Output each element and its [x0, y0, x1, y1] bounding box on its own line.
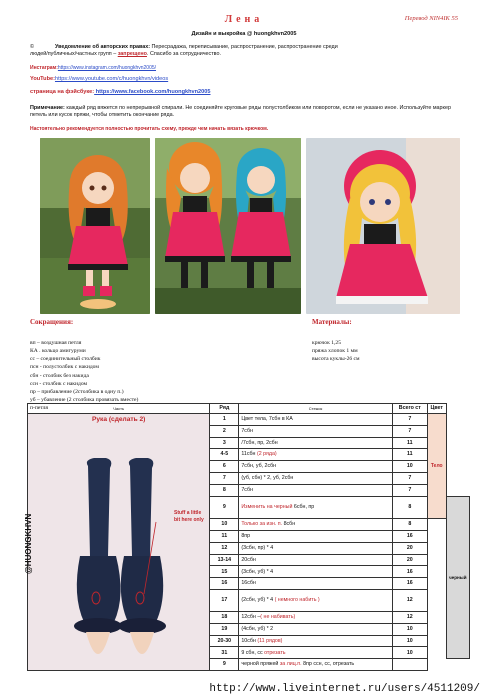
- color-black-label: черный: [449, 574, 467, 580]
- instagram-link[interactable]: https://www.instagram.com/huongkhvn2005/: [57, 65, 157, 71]
- stitch-red-note: (11 рядов): [257, 637, 283, 644]
- stitch-red-note: (2 ряда): [256, 451, 277, 458]
- stitch-text: 12сбн –: [241, 614, 261, 621]
- stitch-text: (2сбн, уб) * 4: [241, 597, 275, 604]
- row-total: 10: [392, 623, 427, 635]
- abbr-item: КА . кольцо амигуруми: [30, 348, 86, 355]
- stitch-text: 8сбн: [282, 521, 296, 528]
- stitch-text: 11сбн: [241, 451, 256, 458]
- row-number: 7: [210, 472, 239, 484]
- row-stitches: 7сбн: [239, 484, 392, 496]
- stitch-red-note: Изменить на черный: [241, 504, 293, 511]
- material-item: высота куклы-26 см: [312, 356, 360, 363]
- row-stitches: [239, 590, 392, 612]
- note-text: каждый ряд вяжется по непрерывной спирали. Не соединяйте круговые ряды полустолбиком или поворотом, если не указано иное. Используйте маркер петель или кусок пряжи, чтобы отметить окончание ряда.: [30, 105, 451, 118]
- stitch-text: 10сбн: [241, 637, 258, 644]
- arm-pattern-table: [24, 403, 470, 671]
- doll-photo-1: [40, 138, 150, 314]
- translator-credit: Перевод NIN4IK 55: [404, 15, 458, 22]
- design-credit: Дизайн и выкройка @ huongkhvn2005: [191, 31, 297, 37]
- row-stitches: [239, 496, 392, 519]
- row-number: 18: [210, 612, 239, 624]
- row-number: 31: [210, 647, 239, 659]
- youtube-link[interactable]: https://www.youtube.com/c/huongkhvn/videos: [54, 76, 169, 82]
- row-stitches: 7сбн: [239, 425, 392, 437]
- facebook-row: [30, 89, 211, 96]
- doll-photo-2-image: [155, 138, 301, 314]
- row-stitches: [239, 659, 392, 671]
- stitch-text: 8пр ссн, сс, отрезать: [301, 661, 355, 668]
- row-number: 19: [210, 623, 239, 635]
- row-stitches: 7сбн, уб, 2сбн: [239, 461, 392, 473]
- row-number: 20-30: [210, 635, 239, 647]
- row-stitches: [239, 647, 392, 659]
- material-item: пряжа хлопок 1 мм: [312, 348, 358, 355]
- abbr-item: вп – воздушная петля: [30, 340, 82, 347]
- stitch-text: 9 сбн, сс: [241, 649, 263, 656]
- copyright-text-3: . Спасибо за сотрудничество.: [146, 50, 221, 57]
- row-number: 3: [210, 437, 239, 449]
- row-total: 12: [392, 612, 427, 624]
- arm-photo-watermark: @HUONGKHVN: [24, 513, 33, 574]
- row-total: 10: [392, 461, 427, 473]
- row-total: 11: [392, 449, 427, 461]
- row-stitches: [239, 612, 392, 624]
- copyright-text-2: людей/публичных/частных групп –: [30, 50, 117, 57]
- row-total: 7: [392, 414, 427, 426]
- row-stitches: (4сбн, уб) * 2: [239, 623, 392, 635]
- stitch-text: черной пряжей: [241, 661, 280, 668]
- source-watermark: http://www.liveinternet.ru/users/4511209/: [209, 683, 480, 696]
- header-part: Часть: [28, 404, 210, 414]
- facebook-label: страница на фэйсбуке:: [30, 89, 95, 95]
- page-title: Лена: [224, 14, 264, 25]
- abbr-item: ссн - столбик с накидом: [30, 380, 88, 387]
- row-total: 20: [392, 542, 427, 554]
- abbr-item: сс – соединительный столбик: [30, 356, 101, 363]
- color-body-label: Тело: [430, 462, 443, 469]
- row-total: 16: [392, 578, 427, 590]
- doll-photo-1-image: [40, 138, 150, 314]
- row-number: 17: [210, 590, 239, 612]
- facebook-link[interactable]: https://www.facebook.com/huongkhvn2005: [94, 89, 211, 95]
- arm-photo-image: [28, 426, 204, 676]
- row-number: 15: [210, 566, 239, 578]
- row-number: 6: [210, 461, 239, 473]
- row-number: 4-5: [210, 449, 239, 461]
- arm-photo-cell: [24, 414, 210, 671]
- abbr-item: уб – убавление (2 столбика провязать вместе): [30, 396, 139, 403]
- row-stitches: [239, 635, 392, 647]
- header-stitch: Стежок: [239, 404, 392, 414]
- row-total: 7: [392, 484, 427, 496]
- copyright-notice: [30, 44, 460, 58]
- row-stitches: 20сбн: [239, 554, 392, 566]
- color-body-cell: [427, 414, 446, 519]
- row-stitches: /7сбн, пр, 2сбн: [239, 437, 392, 449]
- row-number: 10: [210, 519, 239, 531]
- material-item: крючок 1,25: [312, 340, 341, 347]
- materials-section: [312, 318, 360, 363]
- youtube-label: YouTube:: [30, 76, 55, 82]
- row-total: 16: [392, 531, 427, 543]
- row-total: 11: [392, 437, 427, 449]
- row-stitches: [239, 519, 392, 531]
- copyright-text-1: Пересрадажа, переписывание, распространение, распространение среди: [150, 44, 338, 50]
- copyright-heading: Уведомление об авторских правах:: [54, 44, 151, 50]
- abbr-item: сбн - столбик без накида: [30, 372, 89, 379]
- copyright-symbol: ©: [30, 44, 34, 50]
- copyright-forbidden: запрещено: [117, 50, 147, 57]
- abbreviations-title: Сокращения:: [30, 318, 74, 326]
- abbr-item: пр – прибавление (2столбика в одну п.): [30, 388, 124, 395]
- stitch-red-note: ( не набивать): [260, 614, 296, 621]
- row-stitches: 16сбн: [239, 578, 392, 590]
- row-stitches: [239, 449, 392, 461]
- row-total: 8: [392, 496, 427, 519]
- row-stitches: 8пр: [239, 531, 392, 543]
- arm-part-label: Рука (сделать 2): [91, 416, 146, 423]
- doll-photo-2: [155, 138, 301, 314]
- row-number: 8: [210, 484, 239, 496]
- row-number: 12: [210, 542, 239, 554]
- stitch-red-note: за лиц.п.: [279, 661, 302, 668]
- materials-title: Материалы:: [312, 318, 352, 326]
- stitch-red-note: отрезать: [262, 649, 286, 656]
- doll-photo-3: [306, 138, 460, 314]
- row-number: 1: [210, 414, 239, 426]
- row-total: 8: [392, 519, 427, 531]
- instagram-row: [30, 65, 156, 71]
- abbreviations-section: [30, 318, 139, 412]
- row-number: 13-14: [210, 554, 239, 566]
- instagram-label: Инстаграм:: [30, 65, 58, 71]
- row-total: 7: [392, 425, 427, 437]
- header-row: Ряд: [210, 404, 239, 414]
- row-number: 11: [210, 531, 239, 543]
- row-total: 12: [392, 590, 427, 612]
- header-color: Цвет: [427, 404, 446, 414]
- row-total: 7: [392, 472, 427, 484]
- abbr-item: п-петля: [30, 405, 49, 412]
- stitch-text: 6сбн, пр: [292, 504, 315, 511]
- row-stitches: (3сбн, уб) * 4: [239, 566, 392, 578]
- row-number: 9: [210, 496, 239, 519]
- row-number: 9: [210, 659, 239, 671]
- header-total: Всего ст: [392, 404, 427, 414]
- pattern-note: [30, 105, 462, 119]
- stitch-red-note: ( немного набить ): [274, 597, 320, 604]
- row-total: [392, 659, 427, 671]
- abbr-item: псн - полустолбик с накидом: [30, 364, 99, 371]
- stitch-red-note: Только за изн. п.: [241, 521, 283, 528]
- row-total: 10: [392, 647, 427, 659]
- doll-photo-3-image: [306, 138, 460, 314]
- row-number: 2: [210, 425, 239, 437]
- row-number: 16: [210, 578, 239, 590]
- row-stitches: Цвет тела, 7сбн в КА: [239, 414, 392, 426]
- row-total: 20: [392, 554, 427, 566]
- row-stitches: (3сбн, пр) * 4: [239, 542, 392, 554]
- note-label: Примечание:: [30, 105, 65, 111]
- read-warning: Настоятельно рекомендуется полностью прочитать схему, прежде чем начать вязать крючком.: [30, 126, 269, 132]
- color-black-cell: [446, 496, 469, 659]
- row-total: 10: [392, 635, 427, 647]
- row-total: 16: [392, 566, 427, 578]
- row-stitches: (уб, сбн) * 2, уб, 2сбн: [239, 472, 392, 484]
- stuff-note: Stuff a little bit here only: [174, 510, 204, 523]
- youtube-row: [30, 76, 168, 83]
